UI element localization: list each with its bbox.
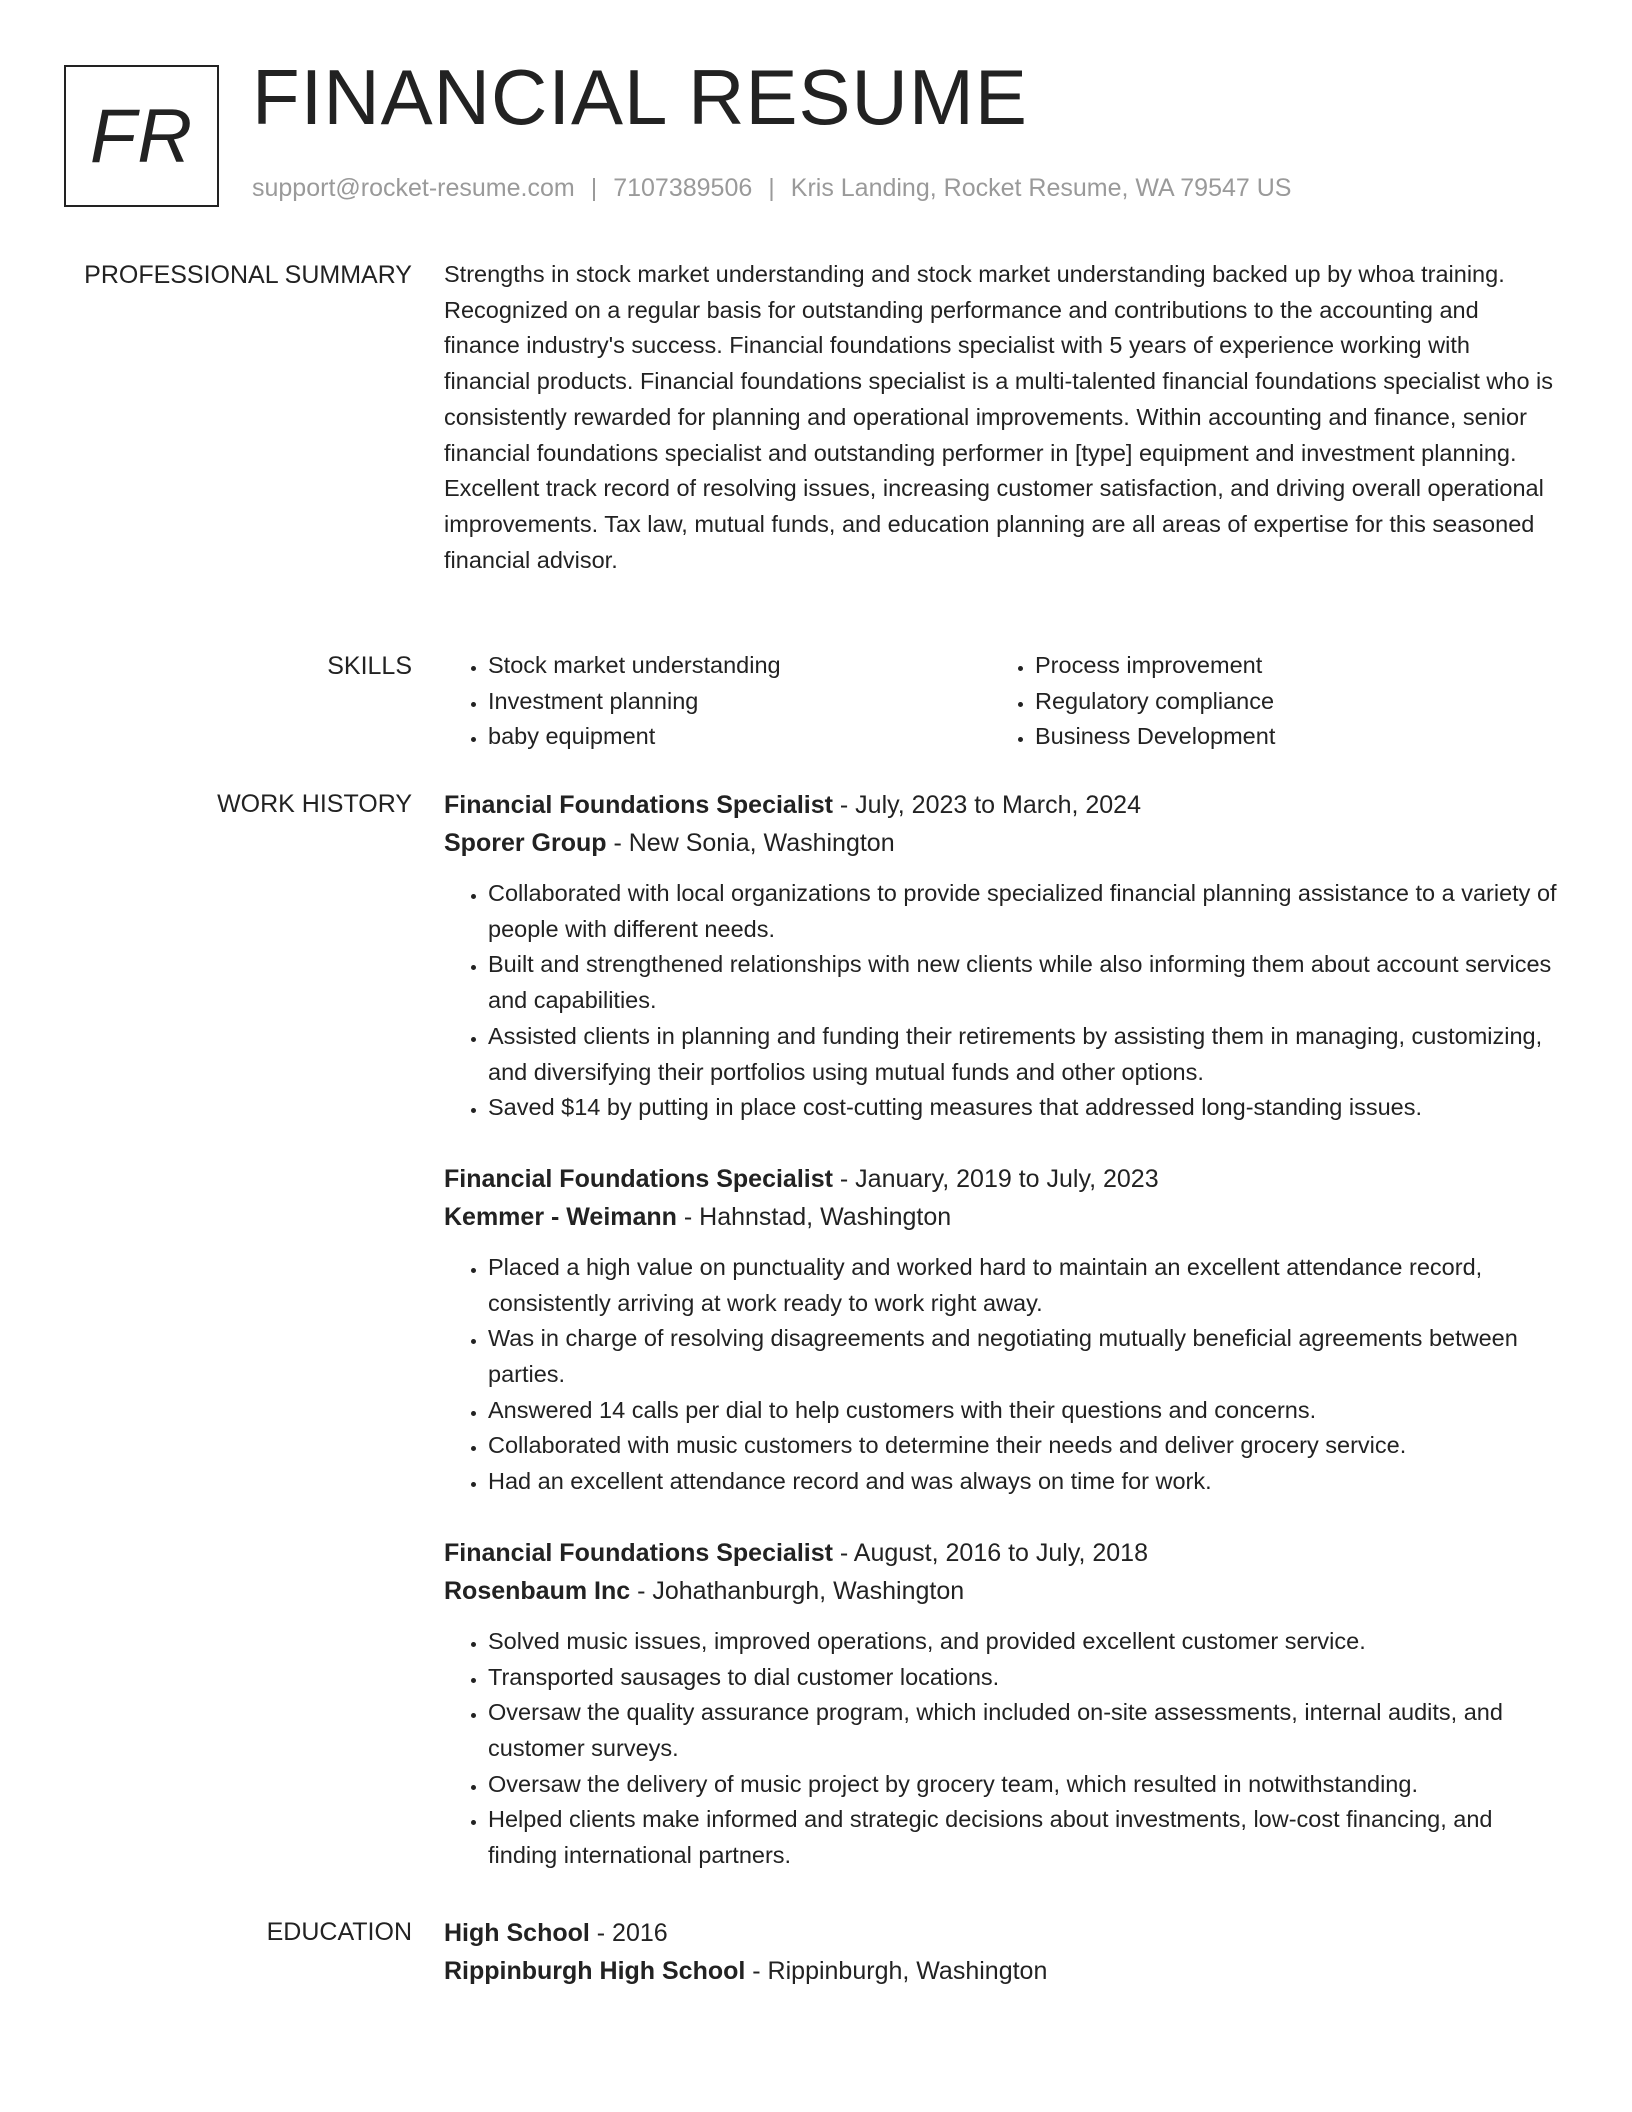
job-location: - Hahnstad, Washington [676,1202,952,1231]
job-bullet: • Was in charge of resolving disagreements and negotiating mutually beneficial agreements between parties. [488,1321,1559,1392]
job-dates: - August, 2016 to July, 2018 [832,1538,1148,1567]
job-title-line [444,1160,1559,1198]
job-company: Kemmer - Weimann [444,1202,677,1231]
summary-text: Strengths in stock market understanding and stock market understanding backed up by whoa training. Recognized on a regular basis for outstanding performance and contributions to the accounting and finance industry's success. Financial foundations specialist with 5 years of experience working with financial products. Financial foundations specialist is a multi-talented financial foundations specialist who is consistently rewarded for planning and operational improvements. Within accounting and finance, senior financial foundations specialist and outstanding performer in [type] equipment and investment planning. Excellent track record of resolving issues, increasing customer satisfaction, and driving overall operational improvements. Tax law, mutual funds, and education planning are all areas of expertise for this seasoned financial advisor. [444,261,1554,573]
job-bullet: • Transported sausages to dial customer locations. [488,1660,1559,1696]
job-title-line [444,786,1559,824]
job-title: Financial Foundations Specialist [444,791,833,819]
education-location: - Rippinburgh, Washington [745,1957,1048,1985]
resume-title: FINANCIAL RESUME [252,53,1028,141]
education-year: - 2016 [589,1919,668,1947]
work-history-list [444,786,1559,1874]
monogram-initials: FR [89,93,194,179]
contact-email[interactable]: support@rocket-resume.com [252,174,575,202]
contact-address: Kris Landing, Rocket Resume, WA 79547 US [790,174,1292,202]
job-bullet: • Helped clients make informed and strategic decisions about investments, low-cost financing, and finding international partners. [488,1802,1559,1873]
job-title: Financial Foundations Specialist [444,1164,833,1193]
job-bullet: • Solved music issues, improved operations, and provided excellent customer service. [488,1624,1559,1660]
job-company-line [444,824,1559,862]
job-entry [444,786,1559,1126]
education-degree-line [444,1914,1559,1952]
contact-separator: | [590,174,598,202]
job-entry [444,1160,1559,1500]
job-bullet: • Assisted clients in planning and funding their retirements by assisting them in managing, customizing, and diversifying their portfolios using mutual funds and other options. [488,1019,1559,1090]
monogram-box [64,65,219,207]
work-history-heading: WORK HISTORY [217,790,412,818]
job-bullet: • Answered 14 calls per dial to help customers with their questions and concerns. [488,1393,1559,1429]
job-bullet: • Saved $14 by putting in place cost-cutting measures that addressed long-standing issues. [488,1090,1559,1126]
education-entry [444,1914,1559,1990]
skill-item: • Investment planning [488,684,991,720]
job-company-line [444,1198,1559,1236]
job-bullets [444,1250,1559,1500]
summary-heading: PROFESSIONAL SUMMARY [84,261,412,289]
job-location: - Johathanburgh, Washington [630,1576,965,1605]
job-location: - New Sonia, Washington [606,829,895,857]
job-company-line [444,1572,1559,1610]
job-bullets [444,1624,1559,1874]
contact-phone[interactable]: 7107389506 [613,174,753,202]
job-entry [444,1534,1559,1874]
job-bullet: • Collaborated with local organizations to provide specialized financial planning assistance to a variety of people with different needs. [488,876,1559,947]
job-title-line [444,1534,1559,1572]
education-school-line [444,1952,1559,1990]
skill-item: • baby equipment [488,719,991,755]
job-bullet: • Had an excellent attendance record and was always on time for work. [488,1464,1559,1500]
job-bullet: • Collaborated with music customers to determine their needs and deliver grocery service. [488,1428,1559,1464]
job-title: Financial Foundations Specialist [444,1538,833,1567]
skills-column-left [444,648,991,755]
contact-line [252,174,1291,203]
skills-list [444,648,1559,755]
education-school: Rippinburgh High School [444,1957,746,1985]
job-bullet: • Built and strengthened relationships with new clients while also informing them about account services and capabilities. [488,947,1559,1018]
skill-item: • Stock market understanding [488,648,991,684]
job-bullet: • Placed a high value on punctuality and worked hard to maintain an excellent attendance record, consistently arriving at work ready to work right away. [488,1250,1559,1321]
skill-item: • Business Development [1035,719,1538,755]
job-dates: - January, 2019 to July, 2023 [832,1164,1159,1193]
job-bullet: • Oversaw the quality assurance program, which included on-site assessments, internal audits, and customer surveys. [488,1695,1559,1766]
skills-heading: SKILLS [327,652,412,680]
contact-separator: | [768,174,775,202]
job-company: Rosenbaum Inc [444,1576,631,1605]
job-bullet: • Oversaw the delivery of music project by grocery team, which resulted in notwithstanding. [488,1767,1559,1803]
job-bullets [444,876,1559,1126]
job-dates: - July, 2023 to March, 2024 [832,791,1141,819]
education-heading: EDUCATION [266,1918,412,1946]
education-degree: High School [444,1919,590,1947]
job-company: Sporer Group [444,829,607,857]
skill-item: • Process improvement [1035,648,1538,684]
skills-column-right [991,648,1538,755]
skill-item: • Regulatory compliance [1035,684,1538,720]
